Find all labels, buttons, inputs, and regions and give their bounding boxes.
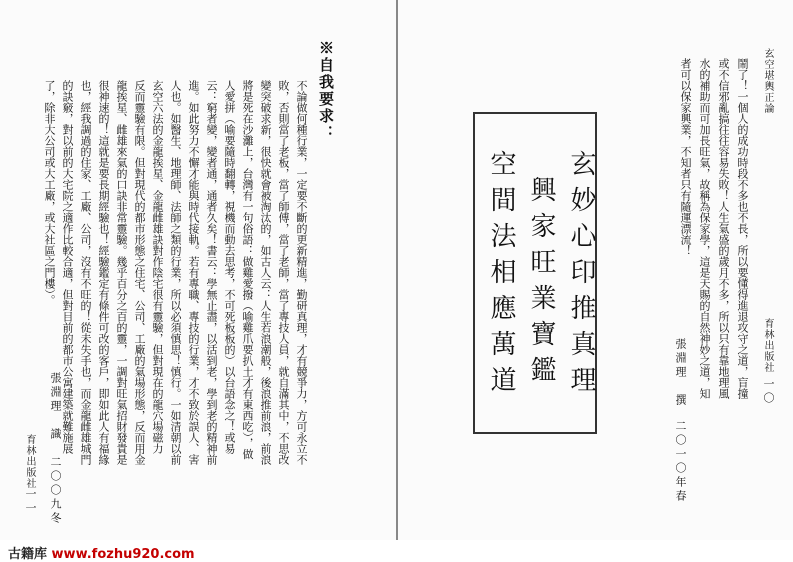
running-head: 玄空堪輿正論 [762, 48, 773, 114]
watermark-site-name: 古籍库 [8, 547, 48, 562]
left-page-number: 一一 [24, 488, 37, 516]
left-text-column: 也，經我調過的住家、工廠、公司，沒有不旺的！從未失手也，而金龍雌雄城門 [79, 80, 92, 465]
left-publisher: 育林出版社 [24, 434, 35, 489]
left-text-column: 人也。如醫生、地理師、法師之類的行業，所以必須慎思！慎行。一如清朝以前 [169, 80, 182, 465]
left-text-column: 不論做何種行業，一定要不斷的更新精進，勤研真理，才有競爭力，方可永立不 [295, 80, 308, 465]
watermark [8, 543, 195, 562]
right-publisher: 育林出版社 [762, 318, 773, 373]
left-text-column: 進。如此努力不懈才能與時代接軌。若有專職、專技的行業，才不致於誤人、害 [187, 80, 200, 465]
left-text-column: 了，除非大公司或大工廠，或大社區之門樓）。 [43, 80, 56, 306]
title-left: 空間法相應萬道 [486, 150, 516, 402]
left-text-column: 玄空六法的金龍挨星、金龍雌雄訣對作陰宅很有靈驗，但對現在的龍穴場磁力 [151, 80, 164, 454]
left-text-column: 龍挨星、雌雄來氣的口訣非常靈驗。幾乎百分之百的靈，一調對旺氣招財發貴是 [115, 80, 128, 465]
title-middle: 興家旺業寶鑑 [526, 176, 556, 392]
right-text-column: 水的補助而可加長旺氣，故稱為保家學，這是天賜的自然神妙之道，知 [698, 58, 711, 399]
left-text-column: 變突破求新，很快就會被淘汰的，如古人云：人生若浪潮般，後浪推前浪，前浪 [259, 80, 272, 465]
right-text-column: 者可以保家興業，不知者只有隨運漂流！ [679, 58, 692, 256]
watermark-url: www.fozhu920.com [51, 547, 195, 562]
left-text-column: 將是死在沙灘上，台灣有一句俗語：做雞愛撥（喻雞爪要扒土才有東西吃），做 [241, 80, 254, 460]
left-text-column: 敗，否則當了老板，當了師傅，當了老師，當了專技人員，就自滿其中，不思改 [277, 80, 290, 465]
left-text-column: 云：窮者變，變者通，通者久矣！書云：學無止盡，以活到老，學到老的精神前 [205, 80, 218, 465]
section-heading: ※自我要求： [317, 40, 335, 142]
right-text-column: 鬧了！一個人的成功時段不多也不長，所以要懂得進退攻守之道，盲撞 [736, 58, 749, 399]
left-text-column: 人愛拼（喻要隨時翻轉，視機而動去思考，不可死板板的）以台語念之！或易 [223, 80, 236, 454]
right-signature: 張淵理 撰 [674, 338, 687, 408]
left-signature: 張淵理 識 [49, 372, 62, 442]
left-text-column: 很神速的！這就是要長期經驗也！經驗鑑定有條件可改的客戶，即如此人有福緣 [97, 80, 110, 465]
right-date: 二〇一〇年春 [674, 420, 687, 504]
right-page-number: 一〇 [762, 378, 775, 406]
title-right: 玄妙心印推真理 [566, 150, 596, 402]
left-date: 二〇〇九冬 [49, 456, 62, 526]
right-text-column: 或不信邪亂搞往往容易失敗！人生氣盛的歲月不多，所以只有靠地理風 [717, 58, 730, 399]
book-spine [396, 0, 398, 540]
left-text-column: 反而靈驗有限。但對現代的都市形態之住宅、公司、工廠的氣場形態，反而用金 [133, 80, 146, 465]
left-text-column: 的訣竅，對以前的大宅院之適作比較合適，但對目前的都市公寓建築就難施展 [61, 80, 74, 454]
